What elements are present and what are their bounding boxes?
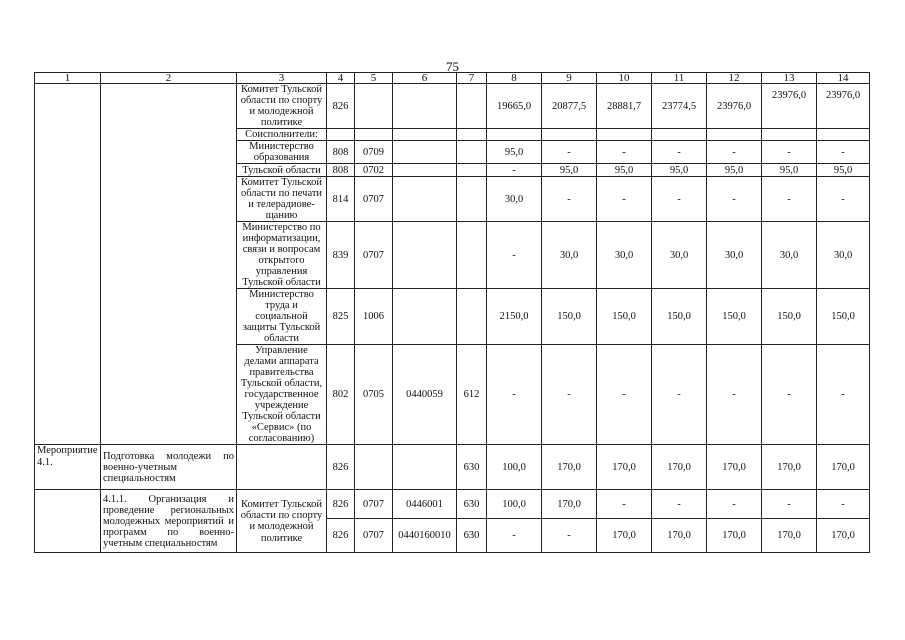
cell-empty [35, 490, 101, 553]
value-cell: - [652, 490, 707, 519]
col-header: 9 [542, 73, 597, 84]
value-cell: 95,0 [817, 164, 870, 177]
value-cell: 170,0 [762, 519, 817, 553]
value-cell: 170,0 [817, 445, 870, 490]
target-code-cell [393, 164, 457, 177]
value-cell: - [542, 177, 597, 222]
value-cell: - [762, 141, 817, 164]
value-cell: 170,0 [707, 445, 762, 490]
value-cell: - [597, 345, 652, 445]
cell-empty [101, 84, 237, 445]
value-cell: - [487, 164, 542, 177]
value-cell: 170,0 [597, 445, 652, 490]
expense-type-cell [457, 164, 487, 177]
expense-type-cell [457, 129, 487, 141]
budget-table [34, 72, 870, 553]
section-code-cell: 0707 [355, 490, 393, 519]
executor-cell: Министерство по информатизации, связи и вопросам открытого управления Тульской области [237, 222, 327, 289]
cell-empty [35, 84, 101, 445]
value-cell: 23976,0 [817, 84, 870, 129]
section-code-cell: 0702 [355, 164, 393, 177]
col-header: 1 [35, 73, 101, 84]
value-cell: - [542, 345, 597, 445]
value-cell [542, 129, 597, 141]
value-cell: - [597, 490, 652, 519]
value-cell: 150,0 [762, 289, 817, 345]
col-header: 12 [707, 73, 762, 84]
value-cell: - [817, 490, 870, 519]
value-cell: - [652, 141, 707, 164]
expense-type-cell [457, 141, 487, 164]
value-cell: 95,0 [652, 164, 707, 177]
value-cell: 23976,0 [707, 84, 762, 129]
value-cell: - [487, 519, 542, 553]
value-cell: 150,0 [542, 289, 597, 345]
value-cell: 20877,5 [542, 84, 597, 129]
value-cell: - [817, 177, 870, 222]
value-cell: 150,0 [707, 289, 762, 345]
co-executors-label: Соисполнители: [237, 129, 327, 141]
target-code-cell: 0446001 [393, 490, 457, 519]
table-row [35, 445, 870, 490]
executor-cell: Комитет Тульской области по спорту и молодежной политике [237, 84, 327, 129]
value-cell: 100,0 [487, 445, 542, 490]
value-cell [707, 129, 762, 141]
col-header: 14 [817, 73, 870, 84]
value-cell: 30,0 [707, 222, 762, 289]
value-cell: - [487, 345, 542, 445]
col-header: 8 [487, 73, 542, 84]
gov-code-cell: 826 [327, 519, 355, 553]
executor-cell: Комитет Тульской области по спорту и молодежной политике [237, 490, 327, 553]
section-code-cell: 0705 [355, 345, 393, 445]
col-header: 13 [762, 73, 817, 84]
value-cell: - [542, 141, 597, 164]
value-cell: - [762, 177, 817, 222]
expense-type-cell: 630 [457, 519, 487, 553]
value-cell: 170,0 [652, 445, 707, 490]
value-cell: 150,0 [597, 289, 652, 345]
value-cell [597, 129, 652, 141]
section-code-cell: 0709 [355, 141, 393, 164]
value-cell: - [597, 177, 652, 222]
value-cell: 30,0 [597, 222, 652, 289]
page-number: 75 [446, 59, 459, 74]
value-cell: - [707, 177, 762, 222]
value-cell: - [817, 141, 870, 164]
section-code-cell: 0707 [355, 177, 393, 222]
expense-type-cell: 630 [457, 490, 487, 519]
expense-type-cell [457, 177, 487, 222]
gov-code-cell: 826 [327, 84, 355, 129]
value-cell: 30,0 [542, 222, 597, 289]
table-row [35, 490, 870, 519]
value-cell: 95,0 [597, 164, 652, 177]
value-cell: 23976,0 [762, 84, 817, 129]
table-row [35, 84, 870, 129]
section-code-cell [355, 84, 393, 129]
section-code-cell [355, 445, 393, 490]
value-cell: 30,0 [652, 222, 707, 289]
value-cell [487, 129, 542, 141]
value-cell: 170,0 [542, 445, 597, 490]
expense-type-cell [457, 289, 487, 345]
value-cell [762, 129, 817, 141]
col-header: 4 [327, 73, 355, 84]
value-cell [652, 129, 707, 141]
value-cell: 2150,0 [487, 289, 542, 345]
executor-cell: Комитет Тульской области по печати и телерадиове-щанию [237, 177, 327, 222]
gov-code-cell: 808 [327, 141, 355, 164]
target-code-cell [393, 177, 457, 222]
value-cell: - [652, 177, 707, 222]
col-header: 6 [393, 73, 457, 84]
value-cell: 170,0 [652, 519, 707, 553]
col-header: 5 [355, 73, 393, 84]
value-cell: - [487, 222, 542, 289]
target-code-cell [393, 141, 457, 164]
executor-cell [237, 445, 327, 490]
target-code-cell [393, 84, 457, 129]
target-code-cell: 0440160010 [393, 519, 457, 553]
expense-type-cell [457, 222, 487, 289]
target-code-cell: 0440059 [393, 345, 457, 445]
value-cell: 23774,5 [652, 84, 707, 129]
value-cell: - [707, 490, 762, 519]
gov-code-cell: 814 [327, 177, 355, 222]
sub-measure-description: 4.1.1. Организация и проведение региональных молодежных мероприятий и программ по военно-учетным специальностям [101, 490, 237, 553]
value-cell: - [762, 490, 817, 519]
value-cell: - [817, 345, 870, 445]
col-header: 11 [652, 73, 707, 84]
col-header: 7 [457, 73, 487, 84]
value-cell: 150,0 [817, 289, 870, 345]
target-code-cell [393, 129, 457, 141]
section-code-cell: 0707 [355, 519, 393, 553]
value-cell: 150,0 [652, 289, 707, 345]
gov-code-cell: 826 [327, 445, 355, 490]
value-cell: 170,0 [762, 445, 817, 490]
target-code-cell [393, 445, 457, 490]
executor-cell: Министерство труда и социальной защиты Тульской области [237, 289, 327, 345]
value-cell: 30,0 [817, 222, 870, 289]
section-code-cell: 1006 [355, 289, 393, 345]
value-cell: 170,0 [817, 519, 870, 553]
value-cell: - [652, 345, 707, 445]
gov-code-cell: 826 [327, 490, 355, 519]
gov-code-cell [327, 129, 355, 141]
value-cell: 30,0 [762, 222, 817, 289]
expense-type-cell: 612 [457, 345, 487, 445]
value-cell: 170,0 [597, 519, 652, 553]
value-cell: - [707, 345, 762, 445]
value-cell: 100,0 [487, 490, 542, 519]
gov-code-cell: 808 [327, 164, 355, 177]
executor-cell: Министерство образования [237, 141, 327, 164]
gov-code-cell: 825 [327, 289, 355, 345]
section-code-cell [355, 129, 393, 141]
measure-label: Мероприятие 4.1. [35, 445, 101, 490]
gov-code-cell: 839 [327, 222, 355, 289]
expense-type-cell [457, 84, 487, 129]
value-cell: 95,0 [762, 164, 817, 177]
executor-cell: Тульской области [237, 164, 327, 177]
value-cell: 170,0 [707, 519, 762, 553]
header-row [35, 73, 870, 84]
value-cell: 30,0 [487, 177, 542, 222]
col-header: 2 [101, 73, 237, 84]
value-cell: 170,0 [542, 490, 597, 519]
value-cell: 95,0 [707, 164, 762, 177]
col-header: 3 [237, 73, 327, 84]
value-cell: 95,0 [542, 164, 597, 177]
value-cell: - [597, 141, 652, 164]
value-cell: - [707, 141, 762, 164]
section-code-cell: 0707 [355, 222, 393, 289]
value-cell: 19665,0 [487, 84, 542, 129]
gov-code-cell: 802 [327, 345, 355, 445]
value-cell [817, 129, 870, 141]
col-header: 10 [597, 73, 652, 84]
measure-description: Подготовка молодежи по военно-учетным специальностям [101, 445, 237, 490]
target-code-cell [393, 222, 457, 289]
value-cell: - [542, 519, 597, 553]
value-cell: 95,0 [487, 141, 542, 164]
executor-cell: Управление делами аппарата правительства Тульской области, государственное учреждение Тульской области «Сервис» (по согласованию) [237, 345, 327, 445]
value-cell: 28881,7 [597, 84, 652, 129]
value-cell: - [762, 345, 817, 445]
expense-type-cell: 630 [457, 445, 487, 490]
target-code-cell [393, 289, 457, 345]
